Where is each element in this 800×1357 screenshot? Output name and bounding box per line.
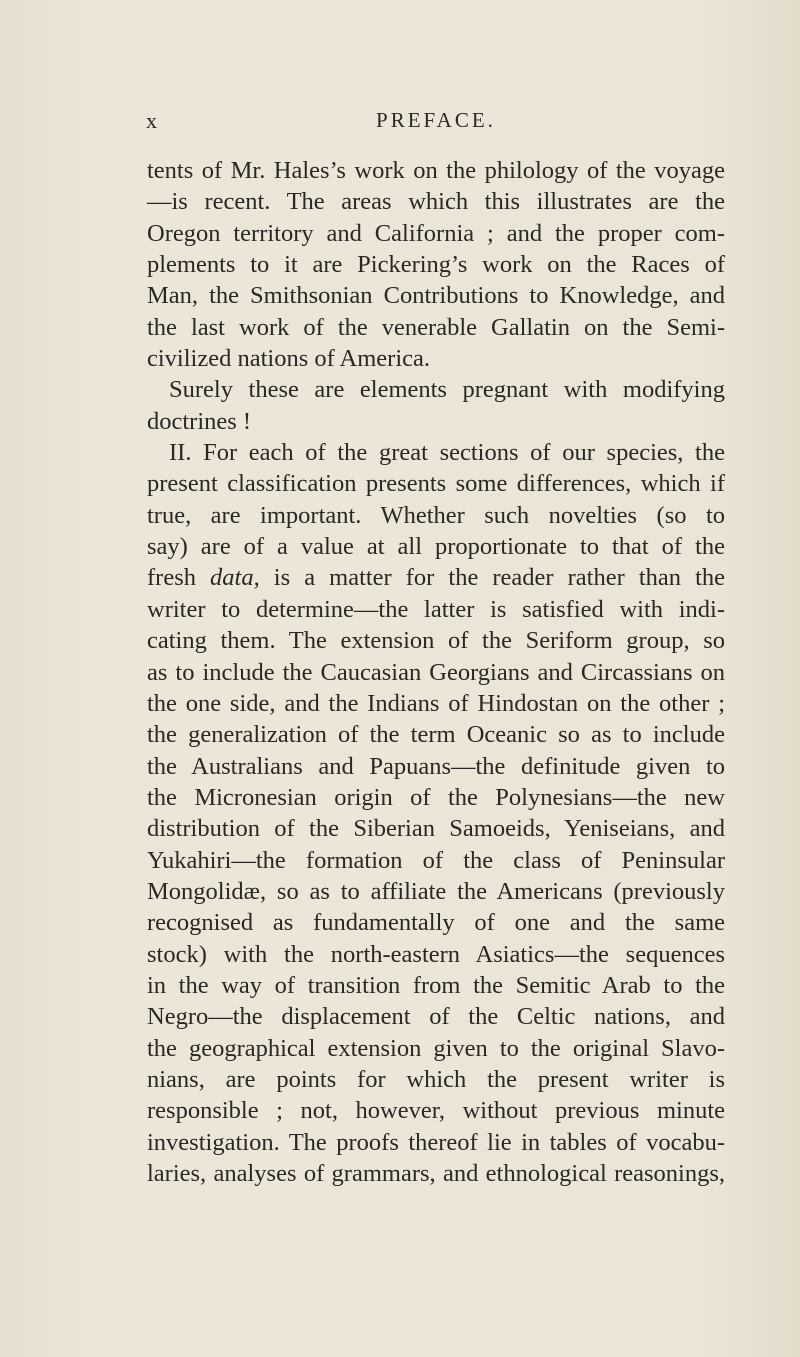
text-line: cating them. The extension of the Seriform group, so bbox=[147, 627, 725, 655]
text-line: investigation. The proofs thereof lie in tables of vocabu- bbox=[147, 1128, 725, 1156]
text-line: civilized nations of America. bbox=[147, 345, 431, 373]
text-line: the last work of the venerable Gallatin on the Semi- bbox=[147, 313, 725, 341]
text-line: the Australians and Papuans—the definitude given to bbox=[147, 752, 725, 780]
text-line: writer to determine—the latter is satisfied with indi- bbox=[147, 595, 725, 623]
text-line: in the way of transition from the Semitic Arab to the bbox=[147, 971, 725, 999]
text-segment: fresh bbox=[147, 564, 211, 592]
text-line: —is recent. The areas which this illustrates are the bbox=[147, 188, 725, 216]
italic-word: data bbox=[210, 564, 254, 592]
text-line: recognised as fundamentally of one and the same bbox=[147, 909, 725, 937]
running-head: PREFACE. bbox=[376, 108, 496, 132]
text-line: the one side, and the Indians of Hindostan on the other ; bbox=[147, 689, 725, 717]
text-line: Yukahiri—the formation of the class of Peninsular bbox=[147, 846, 725, 874]
text-line: the geographical extension given to the original Slavo- bbox=[147, 1034, 725, 1062]
text-line bbox=[147, 562, 725, 593]
text-line: doctrines ! bbox=[147, 407, 252, 435]
text-line: II. For each of the great sections of our species, the bbox=[169, 439, 725, 467]
text-line: true, are important. Whether such novelties (so to bbox=[147, 501, 725, 529]
text-line: Oregon territory and California ; and the proper com- bbox=[147, 219, 725, 247]
text-line: Mongolidæ, so as to affiliate the Americans (previously bbox=[147, 877, 725, 905]
text-line: plements to it are Pickering’s work on the Races of bbox=[147, 251, 725, 279]
text-line: as to include the Caucasian Georgians and Circassians on bbox=[147, 658, 725, 686]
text-line: the generalization of the term Oceanic so as to include bbox=[147, 721, 725, 749]
text-line: stock) with the north-eastern Asiatics—the sequences bbox=[147, 940, 725, 968]
page-number: x bbox=[146, 108, 158, 133]
text-line: present classification presents some differences, which if bbox=[147, 470, 725, 498]
text-line: nians, are points for which the present writer is bbox=[147, 1065, 725, 1093]
text-line: Negro—the displacement of the Celtic nations, and bbox=[147, 1003, 725, 1031]
text-line: responsible ; not, however, without previous minute bbox=[147, 1097, 725, 1125]
body-text bbox=[147, 155, 725, 1189]
text-line: the Micronesian origin of the Polynesians—the new bbox=[147, 783, 725, 811]
text-line: Man, the Smithsonian Contributions to Knowledge, and bbox=[147, 282, 725, 310]
text-line: laries, analyses of grammars, and ethnological reasonings, bbox=[147, 1160, 725, 1187]
page-header bbox=[146, 108, 726, 138]
text-line: say) are of a value at all proportionate to that of the bbox=[147, 533, 725, 561]
text-line: tents of Mr. Hales’s work on the philology of the voyage bbox=[147, 157, 725, 184]
text-line: distribution of the Siberian Samoeids, Yeniseians, and bbox=[147, 815, 725, 843]
text-line: Surely these are elements pregnant with modifying bbox=[169, 376, 725, 404]
text-segment: , is a matter for the reader rather than the bbox=[253, 564, 726, 592]
